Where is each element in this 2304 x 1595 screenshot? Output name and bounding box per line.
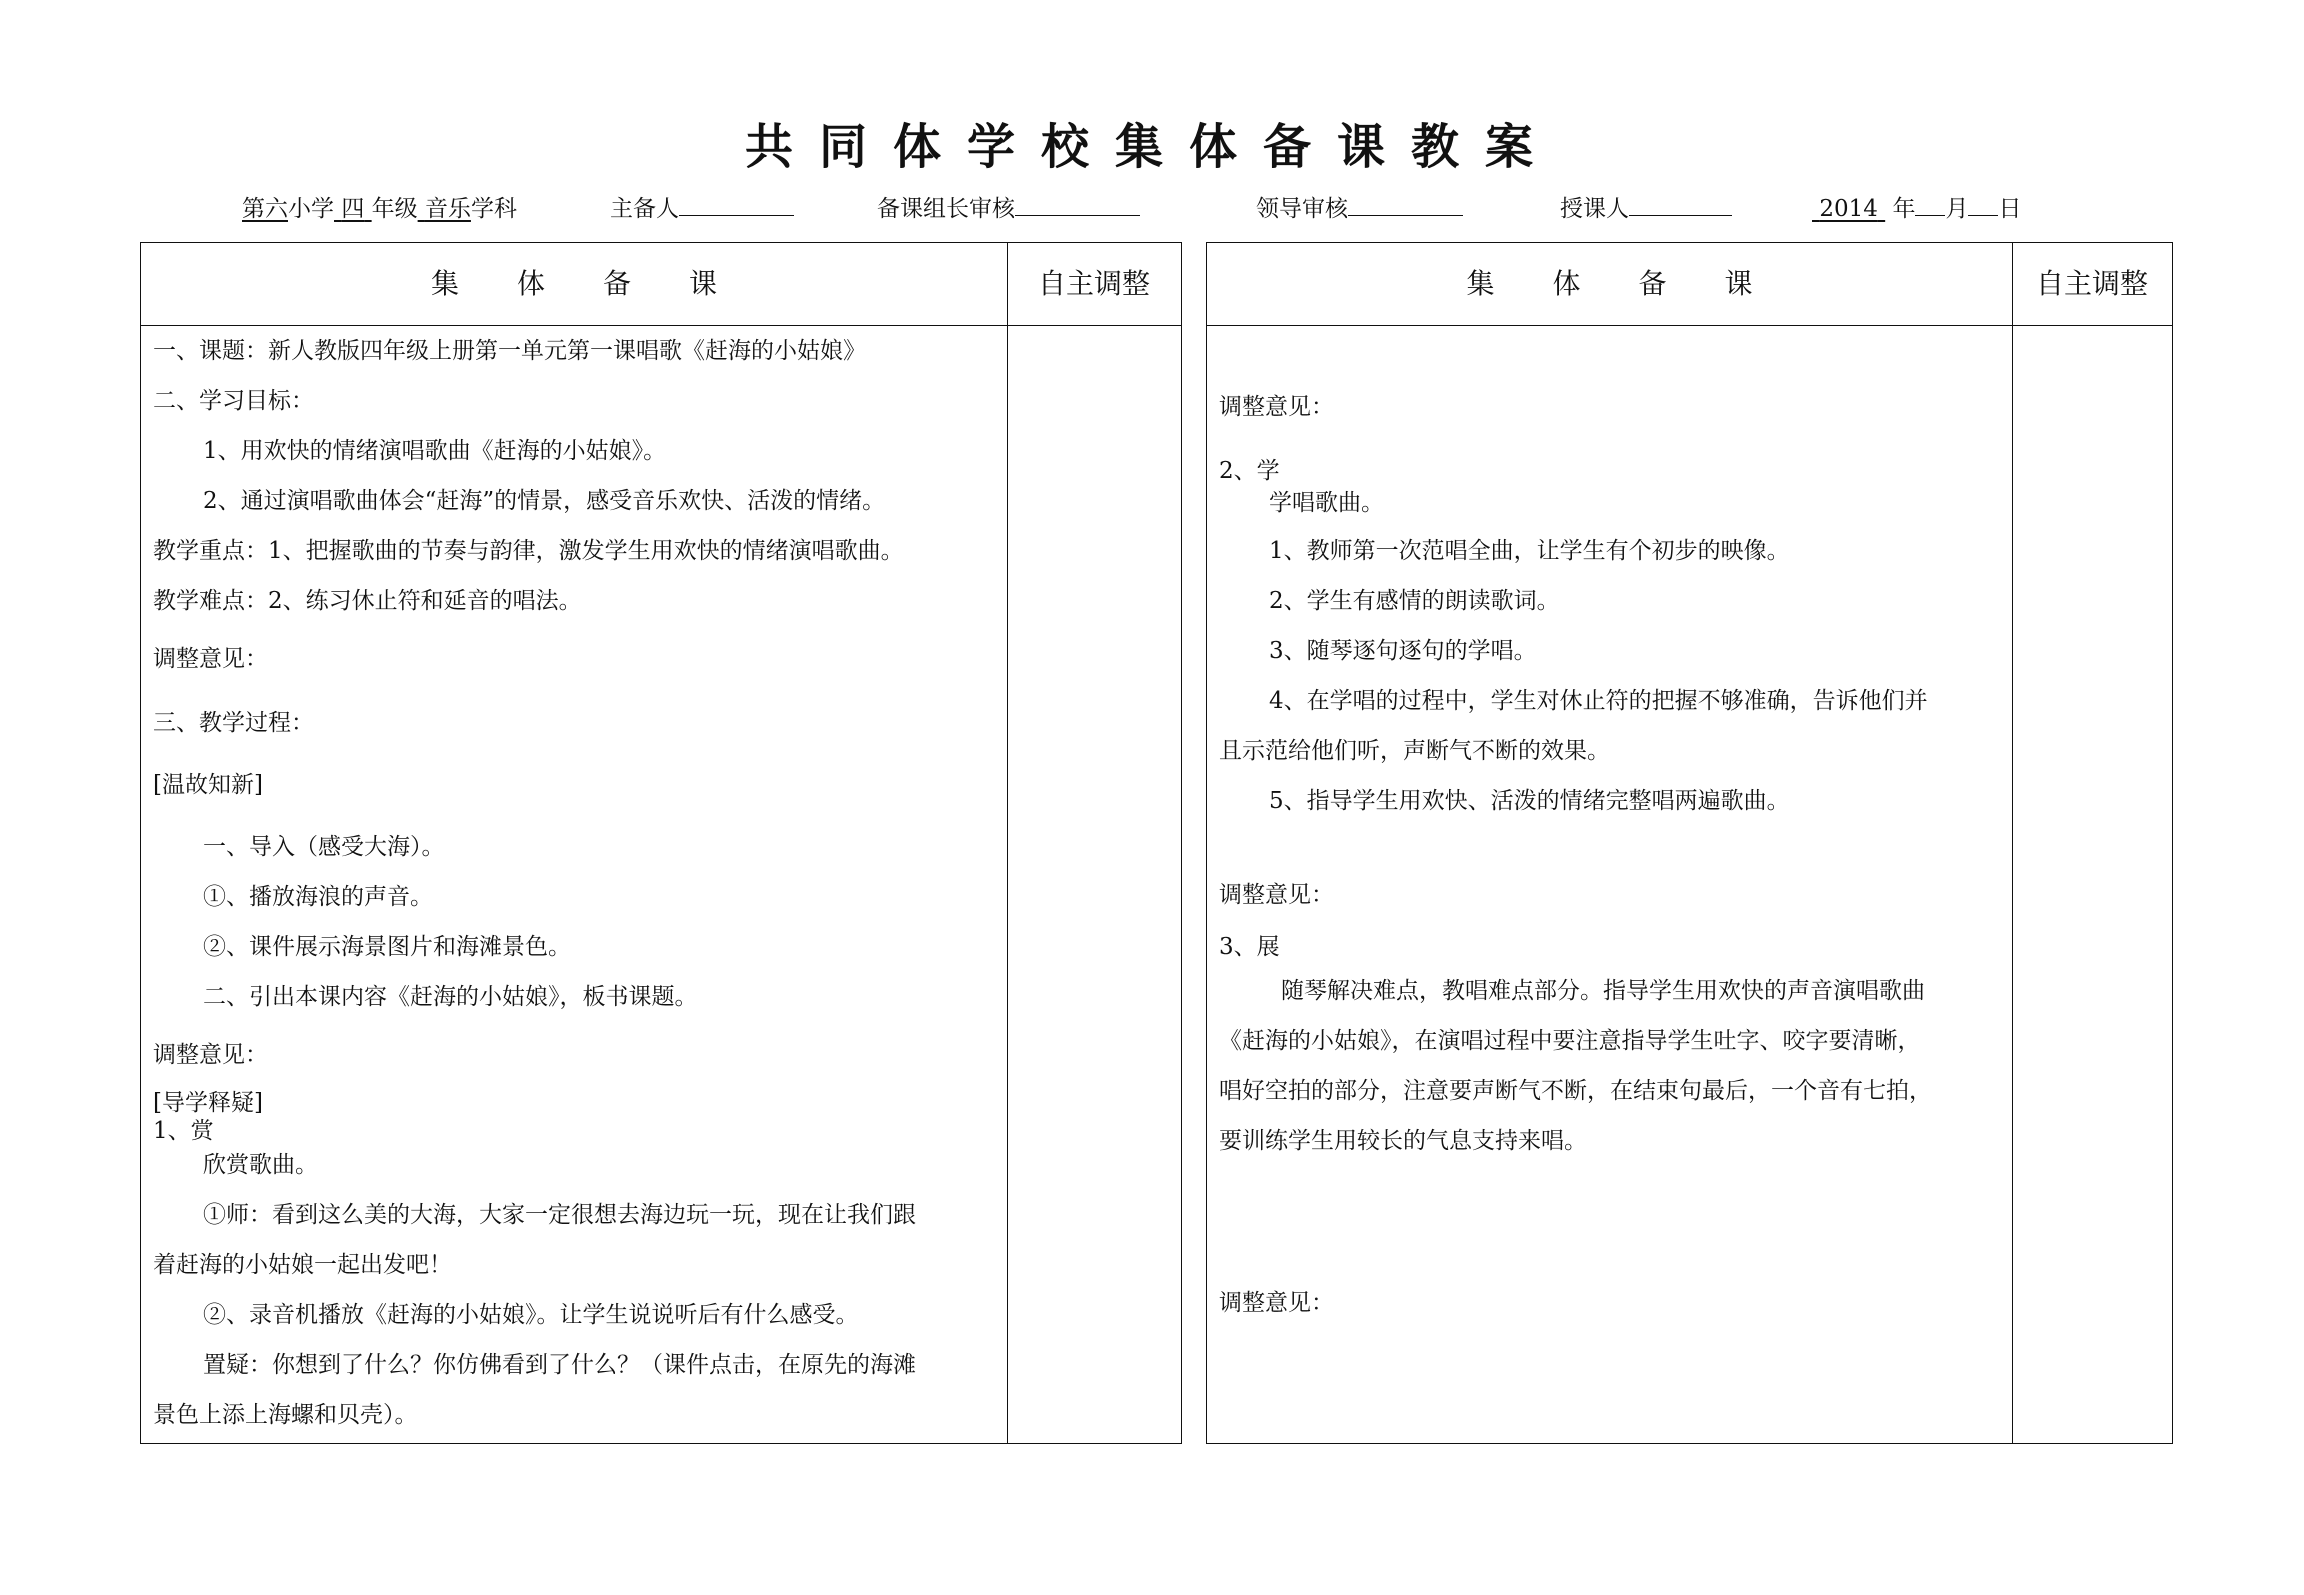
group-leader-field: 备课组长审核 bbox=[877, 190, 1140, 223]
right-header-collective: 集体备课 bbox=[1466, 267, 1811, 300]
step-learn: 2、学 bbox=[1219, 458, 1280, 484]
teacher-blank[interactable] bbox=[1629, 193, 1732, 216]
key-points: 教学重点：1、把握歌曲的节奏与韵律，激发学生用欢快的情绪演唱歌曲。 bbox=[153, 538, 904, 564]
adjustment-note: 调整意见： bbox=[153, 1042, 268, 1068]
adjustment-note: 调整意见： bbox=[1219, 394, 1334, 420]
date-field: 2014 年 月 日 bbox=[1812, 190, 2021, 223]
right-content bbox=[1219, 325, 2009, 1441]
preparer-field: 主备人 bbox=[610, 190, 794, 223]
objectives-heading: 二、学习目标： bbox=[153, 388, 314, 414]
learn-step-4-b: 且示范给他们听，声断气不断的效果。 bbox=[1219, 738, 1610, 764]
teacher-line-1: ①师：看到这么美的大海，大家一定很想去海边玩一玩，现在让我们跟 bbox=[203, 1202, 916, 1228]
learn-song: 学唱歌曲。 bbox=[1269, 490, 1384, 516]
learn-step-3: 3、随琴逐句逐句的学唱。 bbox=[1269, 638, 1537, 664]
show-line-2: 《赶海的小姑娘》，在演唱过程中要注意指导学生吐字、咬字要清晰， bbox=[1219, 1028, 1921, 1054]
learn-step-2: 2、学生有感情的朗读歌词。 bbox=[1269, 588, 1560, 614]
left-header-collective: 集体备课 bbox=[430, 267, 775, 300]
step-show: 3、展 bbox=[1219, 934, 1280, 960]
teacher-field: 授课人 bbox=[1560, 190, 1732, 223]
preparer-blank[interactable] bbox=[679, 193, 794, 216]
leader-blank[interactable] bbox=[1348, 193, 1463, 216]
grade-value: 四 bbox=[341, 196, 365, 222]
learn-step-1: 1、教师第一次范唱全曲，让学生有个初步的映像。 bbox=[1269, 538, 1790, 564]
recording-line: ②、录音机播放《赶海的小姑娘》。让学生说说听后有什么感受。 bbox=[203, 1302, 859, 1328]
adjustment-note: 调整意见： bbox=[153, 646, 268, 672]
show-line-1: 随琴解决难点，教唱难点部分。指导学生用欢快的声音演唱歌曲 bbox=[1281, 978, 1925, 1004]
subject-value: 音乐 bbox=[424, 196, 471, 222]
school-name: 第六 bbox=[242, 196, 288, 222]
learn-step-5: 5、指导学生用欢快、活泼的情绪完整唱两遍歌曲。 bbox=[1269, 788, 1790, 814]
appreciate-song: 欣赏歌曲。 bbox=[203, 1152, 318, 1178]
group-leader-blank[interactable] bbox=[1015, 193, 1140, 216]
process-heading: 三、教学过程： bbox=[153, 710, 314, 736]
intro-sub-2: ②、课件展示海景图片和海滩景色。 bbox=[203, 934, 571, 960]
objective-2: 2、通过演唱歌曲体会“赶海”的情景，感受音乐欢快、活泼的情绪。 bbox=[203, 488, 886, 514]
lesson-topic: 一、课题：新人教版四年级上册第一单元第一课唱歌《赶海的小姑娘》 bbox=[153, 338, 866, 364]
adjustment-note: 调整意见： bbox=[1219, 1290, 1334, 1316]
intro-step: 一、导入（感受大海）。 bbox=[203, 834, 445, 860]
section-review: [温故知新] bbox=[153, 772, 263, 798]
left-table bbox=[140, 242, 1182, 1444]
step-appreciate: 1、赏 bbox=[153, 1118, 214, 1144]
objective-1: 1、用欢快的情绪演唱歌曲《赶海的小姑娘》。 bbox=[203, 438, 667, 464]
show-line-4: 要训练学生用较长的气息支持来唱。 bbox=[1219, 1128, 1587, 1154]
adjustment-note: 调整意见： bbox=[1219, 882, 1334, 908]
right-header-self-adjust: 自主调整 bbox=[2035, 267, 2148, 300]
left-header-self-adjust: 自主调整 bbox=[1037, 267, 1150, 300]
right-table bbox=[1206, 242, 2173, 1444]
section-guide: [导学释疑] bbox=[153, 1090, 263, 1116]
day-blank[interactable] bbox=[1968, 193, 1998, 216]
leader-review-field: 领导审核 bbox=[1256, 190, 1463, 223]
right-column-divider bbox=[2012, 243, 2013, 1443]
intro-sub-1: ①、播放海浪的声音。 bbox=[203, 884, 433, 910]
left-content bbox=[153, 325, 1003, 1441]
question-line-2: 景色上添上海螺和贝壳）。 bbox=[153, 1402, 418, 1428]
learn-step-4-a: 4、在学唱的过程中，学生对休止符的把握不够准确，告诉他们并 bbox=[1269, 688, 1928, 714]
difficult-points: 教学难点：2、练习休止符和延音的唱法。 bbox=[153, 588, 582, 614]
meta-row bbox=[0, 190, 2304, 230]
show-line-3: 唱好空拍的部分，注意要声断气不断，在结束句最后，一个音有七拍， bbox=[1219, 1078, 1932, 1104]
question-line-1: 置疑：你想到了什么？你仿佛看到了什么？（课件点击，在原先的海滩 bbox=[203, 1352, 916, 1378]
year-value: 2014 bbox=[1819, 196, 1878, 222]
intro-topic: 二、引出本课内容《赶海的小姑娘》，板书课题。 bbox=[203, 984, 698, 1010]
month-blank[interactable] bbox=[1915, 193, 1945, 216]
teacher-line-2: 着赶海的小姑娘一起出发吧！ bbox=[153, 1252, 452, 1278]
document-title: 共同体学校集体备课教案 bbox=[744, 119, 1559, 175]
school-grade-subject: 第六小学 四 年级 音乐学科 bbox=[242, 196, 517, 222]
left-column-divider bbox=[1007, 243, 1008, 1443]
